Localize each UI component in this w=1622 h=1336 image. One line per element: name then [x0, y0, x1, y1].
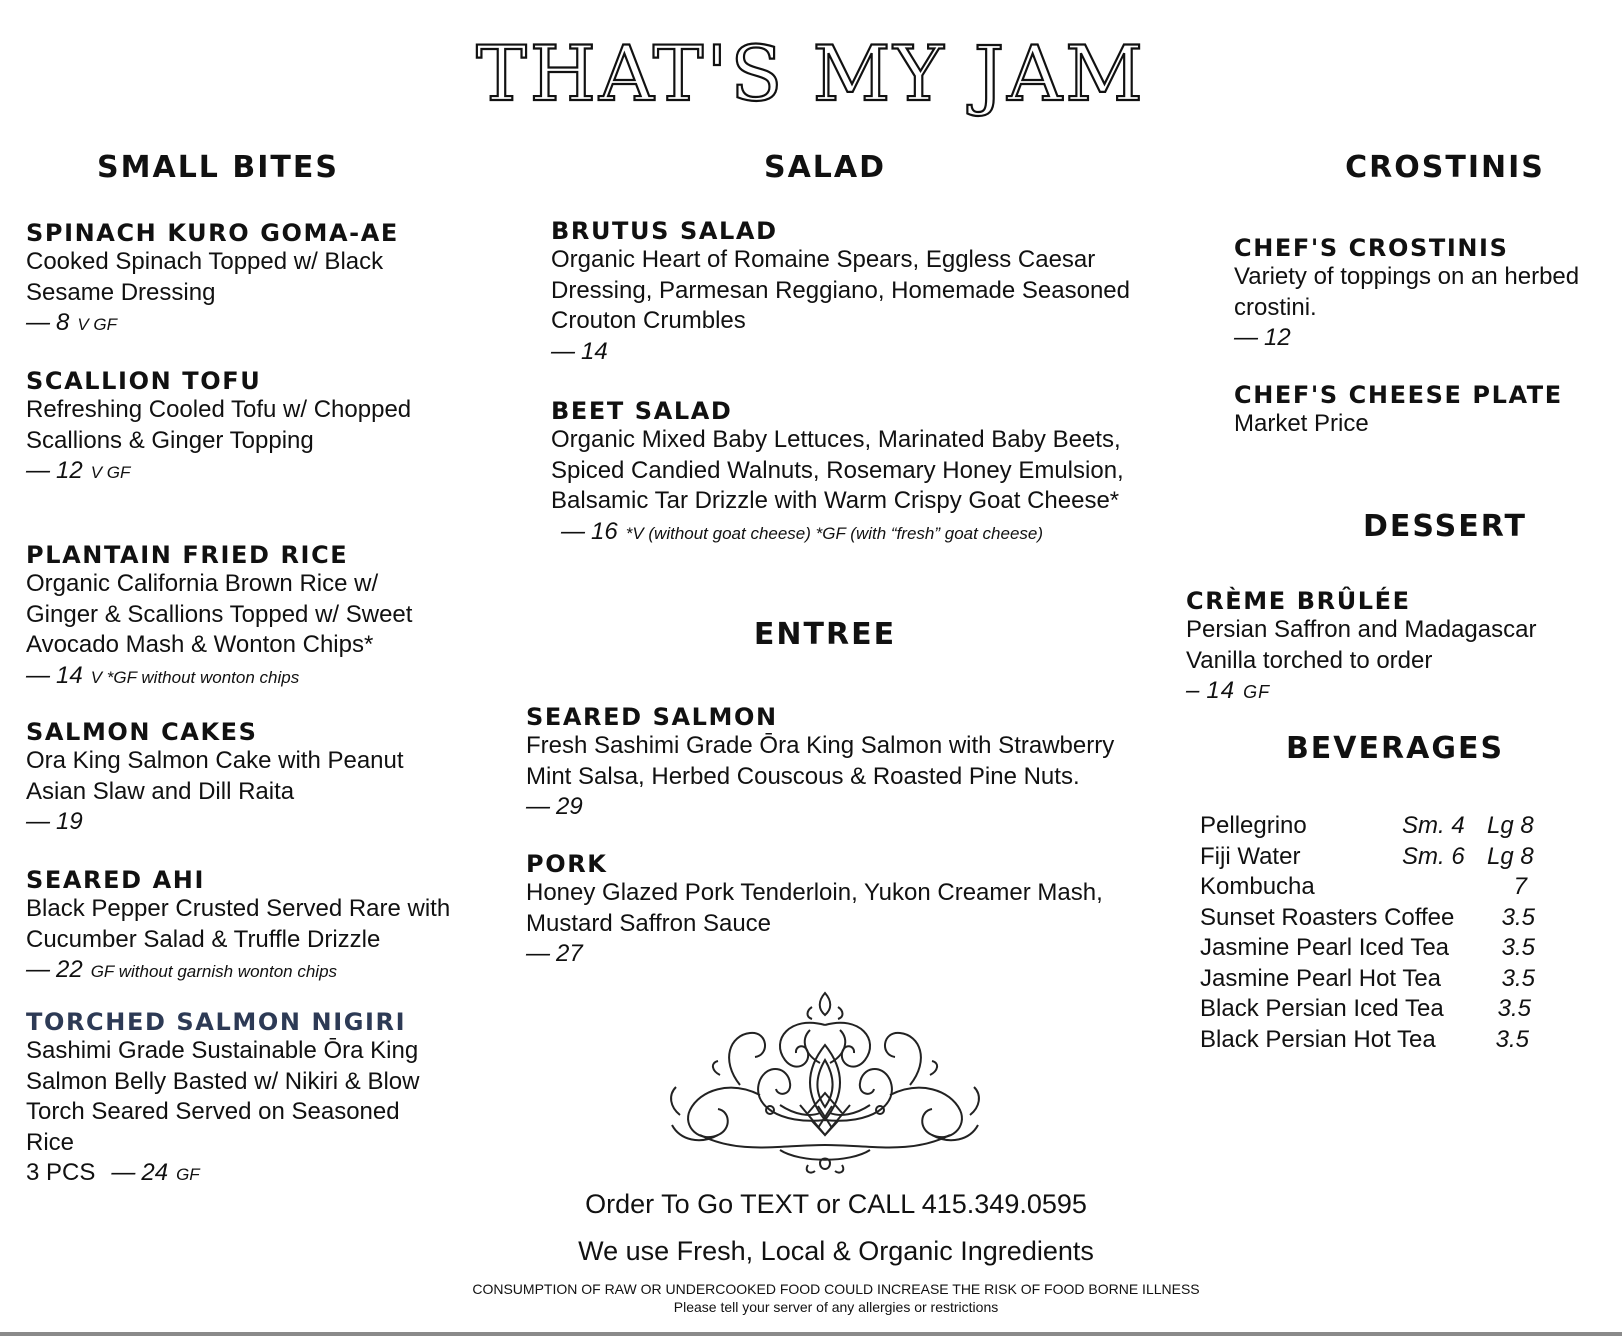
section-dessert: DESSERT — [1363, 509, 1527, 544]
beverage-row: Black Persian Hot Tea 3.5 — [1200, 1025, 1529, 1053]
item-price: — 29 — [526, 793, 583, 820]
item-description: Black Pepper Crusted Served Rare with Cucumber Salad & Truffle Drizzle — [26, 895, 451, 953]
section-small-bites: SMALL BITES — [97, 150, 339, 185]
item-name: SEARED AHI — [26, 866, 205, 894]
item-description: Organic Mixed Baby Lettuces, Marinated Baby Beets, Spiced Candied Walnuts, Rosemary Honey Emulsion, Balsamic Tar Drizzle with Warm Crispy Goat Cheese* — [551, 426, 1124, 514]
item-quantity: 3 PCS — [26, 1159, 96, 1186]
menu-item — [526, 850, 1146, 969]
bottom-divider — [0, 1332, 1622, 1336]
menu-item — [526, 703, 1146, 822]
section-salad: SALAD — [763, 150, 887, 185]
item-name: TORCHED SALMON NIGIRI — [26, 1008, 407, 1036]
menu-item — [26, 219, 466, 340]
restaurant-title: THAT'S MY JAM — [476, 29, 1146, 118]
section-entree: ENTREE — [753, 617, 897, 652]
item-name: CRÈME BRÛLÉE — [1186, 587, 1411, 615]
menu-item — [26, 866, 476, 987]
item-name: BEET SALAD — [551, 397, 733, 425]
section-crostinis: CROSTINIS — [1345, 150, 1545, 185]
menu-item — [26, 1008, 476, 1190]
item-name: SCALLION TOFU — [26, 367, 262, 395]
menu-item — [26, 367, 466, 488]
ingredients-note: We use Fresh, Local & Organic Ingredients — [578, 1236, 1094, 1266]
item-description: Organic Heart of Romaine Spears, Eggless Caesar Dressing, Parmesan Reggiano, Homemade Seasoned Crouton Crumbles — [551, 246, 1130, 334]
beverage-row: Kombucha 7 — [1200, 873, 1527, 900]
item-description: Cooked Spinach Topped w/ Black Sesame Dressing — [26, 248, 384, 306]
beverage-row: Pellegrino Sm. 4 Lg 8 — [1200, 812, 1534, 839]
item-price: — 22 GF without garnish wonton chips — [26, 956, 338, 983]
item-name: PLANTAIN FRIED RICE — [26, 541, 349, 569]
menu-item — [1234, 234, 1604, 353]
menu-item — [551, 217, 1151, 367]
item-price: — 16 *V (without goat cheese) *GF (with “fresh” goat cheese) — [561, 517, 1044, 545]
item-price: — 14 V *GF without wonton chips — [26, 661, 300, 689]
item-name: PORK — [526, 850, 608, 878]
beverage-row: Sunset Roasters Coffee 3.5 — [1200, 903, 1535, 931]
item-description: Persian Saffron and Madagascar Vanilla torched to order — [1186, 616, 1537, 674]
section-beverages: BEVERAGES — [1285, 731, 1505, 766]
item-price: — 14 — [551, 337, 608, 365]
item-price: — 19 — [26, 808, 83, 835]
item-price: — 12 — [1234, 324, 1291, 351]
menu-item — [1234, 381, 1604, 440]
menu-item — [26, 541, 466, 693]
beverage-row: Jasmine Pearl Iced Tea 3.5 — [1200, 934, 1535, 961]
item-price: – 14 GF — [1186, 677, 1271, 704]
item-description: Ora King Salmon Cake with Peanut Asian Slaw and Dill Raita — [26, 747, 404, 805]
item-description: Sashimi Grade Sustainable Ōra King Salmon Belly Basted w/ Nikiri & Blow Torch Seared Served on Seasoned Rice — [26, 1037, 420, 1156]
item-description: Fresh Sashimi Grade Ōra King Salmon with Strawberry Mint Salsa, Herbed Couscous & Roasted Pine Nuts. — [526, 732, 1115, 790]
item-name: CHEF'S CHEESE PLATE — [1234, 381, 1563, 409]
order-info: Order To Go TEXT or CALL 415.349.0595 — [585, 1189, 1087, 1219]
item-price: 3 PCS — 24 GF — [26, 1159, 200, 1186]
item-name: CHEF'S CROSTINIS — [1234, 234, 1509, 262]
beverage-row: Jasmine Pearl Hot Tea 3.5 — [1200, 964, 1535, 992]
beverage-row: Black Persian Iced Tea 3.5 — [1200, 995, 1531, 1022]
item-description: Variety of toppings on an herbed crostini. — [1234, 263, 1580, 321]
item-description: Market Price — [1234, 410, 1369, 437]
item-description: Refreshing Cooled Tofu w/ Chopped Scallions & Ginger Topping — [26, 396, 412, 454]
item-price: — 12 V GF — [26, 457, 131, 484]
item-description: Honey Glazed Pork Tenderloin, Yukon Creamer Mash, Mustard Saffron Sauce — [526, 879, 1103, 937]
item-name: SALMON CAKES — [26, 718, 258, 746]
item-price: — 27 — [526, 940, 583, 967]
beverage-row: Fiji Water Sm. 6 Lg 8 — [1200, 842, 1534, 870]
menu-item — [551, 397, 1151, 549]
item-price: — 8 V GF — [26, 309, 118, 336]
item-name: SEARED SALMON — [526, 703, 778, 731]
item-name: SPINACH KURO GOMA-AE — [26, 219, 399, 247]
menu-item — [26, 718, 466, 839]
beverage-list — [1200, 811, 1535, 1055]
item-description: Organic California Brown Rice w/ Ginger & Scallions Topped w/ Sweet Avocado Mash & Wonton Chips* — [26, 570, 413, 658]
allergy-note: Please tell your server of any allergies or restrictions — [673, 1299, 999, 1315]
food-warning: CONSUMPTION OF RAW OR UNDERCOOKED FOOD COULD INCREASE THE RISK OF FOOD BORNE ILLNESS — [472, 1281, 1200, 1297]
menu-item — [1186, 587, 1586, 707]
floral-ornament-icon — [660, 985, 990, 1180]
item-name: BRUTUS SALAD — [551, 217, 778, 245]
